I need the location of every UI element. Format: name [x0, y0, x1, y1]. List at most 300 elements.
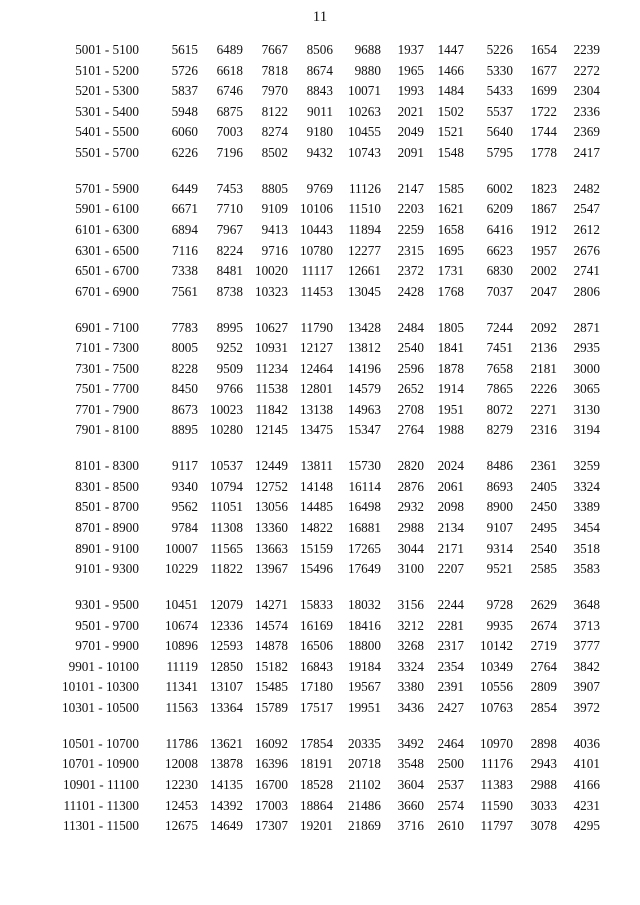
- value-cell: 1965: [397, 62, 424, 78]
- value-cell: 14148: [299, 478, 333, 494]
- value-cell: 13621: [209, 735, 243, 751]
- value-cell: 9314: [486, 540, 513, 556]
- value-cell: 10323: [254, 283, 288, 299]
- value-cell: 12145: [254, 422, 288, 438]
- value-cell: 6416: [486, 221, 513, 237]
- value-cell: 19184: [347, 658, 381, 674]
- value-cell: 1914: [437, 381, 464, 397]
- value-cell: 12277: [347, 242, 381, 258]
- value-cell: 1695: [437, 242, 464, 258]
- value-cell: 3100: [397, 561, 424, 577]
- value-cell: 15347: [347, 422, 381, 438]
- income-range-cell: 10301 - 10500: [62, 699, 139, 715]
- value-cell: 4101: [573, 756, 600, 772]
- value-cell: 12661: [347, 263, 381, 279]
- value-cell: 6209: [486, 201, 513, 217]
- value-cell: 1878: [437, 360, 464, 376]
- group-separator: [62, 441, 600, 456]
- value-cell: 9784: [171, 520, 198, 536]
- value-cell: 1841: [437, 340, 464, 356]
- value-cell: 10106: [299, 201, 333, 217]
- value-cell: 19567: [347, 679, 381, 695]
- value-cell: 2854: [530, 699, 557, 715]
- value-cell: 1951: [437, 401, 464, 417]
- income-range-cell: 5701 - 5900: [75, 180, 139, 196]
- value-cell: 2806: [573, 283, 600, 299]
- value-cell: 2047: [530, 283, 557, 299]
- value-cell: 7865: [486, 381, 513, 397]
- value-cell: 9880: [354, 62, 381, 78]
- value-cell: 2405: [530, 478, 557, 494]
- group-separator: [62, 164, 600, 179]
- value-cell: 15789: [254, 699, 288, 715]
- value-cell: 16881: [347, 520, 381, 536]
- value-cell: 2098: [437, 499, 464, 515]
- value-cell: 13138: [299, 401, 333, 417]
- table-row: [62, 359, 600, 380]
- income-range-cell: 9901 - 10100: [68, 658, 139, 674]
- value-cell: 15730: [347, 458, 381, 474]
- value-cell: 19201: [299, 818, 333, 834]
- value-cell: 16506: [299, 638, 333, 654]
- value-cell: 1867: [530, 201, 557, 217]
- value-cell: 1521: [437, 124, 464, 140]
- value-cell: 10763: [479, 699, 513, 715]
- table-row: [62, 40, 600, 61]
- value-cell: 1768: [437, 283, 464, 299]
- value-cell: 1988: [437, 422, 464, 438]
- value-cell: 2372: [397, 263, 424, 279]
- value-cell: 2450: [530, 499, 557, 515]
- value-cell: 2809: [530, 679, 557, 695]
- value-cell: 7451: [486, 340, 513, 356]
- value-cell: 2369: [573, 124, 600, 140]
- income-range-cell: 8101 - 8300: [75, 458, 139, 474]
- value-cell: 6060: [171, 124, 198, 140]
- table-row: [62, 497, 600, 518]
- value-cell: 6671: [171, 201, 198, 217]
- value-cell: 2652: [397, 381, 424, 397]
- value-cell: 12449: [254, 458, 288, 474]
- table-row: [62, 199, 600, 220]
- value-cell: 12593: [209, 638, 243, 654]
- value-cell: 13967: [254, 561, 288, 577]
- value-cell: 8481: [216, 263, 243, 279]
- value-cell: 18528: [299, 776, 333, 792]
- value-cell: 3713: [573, 617, 600, 633]
- value-cell: 3212: [397, 617, 424, 633]
- income-range-cell: 7901 - 8100: [75, 422, 139, 438]
- value-cell: 8279: [486, 422, 513, 438]
- table-row: [62, 282, 600, 303]
- value-cell: 17854: [299, 735, 333, 751]
- value-cell: 21869: [347, 818, 381, 834]
- value-cell: 10743: [347, 144, 381, 160]
- value-cell: 14485: [299, 499, 333, 515]
- table-row: [62, 559, 600, 580]
- group-separator: [62, 580, 600, 595]
- value-cell: 2361: [530, 458, 557, 474]
- value-cell: 8005: [171, 340, 198, 356]
- value-cell: 2708: [397, 401, 424, 417]
- value-cell: 2272: [573, 62, 600, 78]
- value-cell: 9769: [306, 180, 333, 196]
- value-cell: 6746: [216, 83, 243, 99]
- value-cell: 2304: [573, 83, 600, 99]
- value-cell: 3078: [530, 818, 557, 834]
- value-cell: 7003: [216, 124, 243, 140]
- value-cell: 1699: [530, 83, 557, 99]
- income-range-cell: 11101 - 11300: [63, 797, 139, 813]
- value-cell: 3518: [573, 540, 600, 556]
- income-range-cell: 10901 - 11100: [62, 776, 139, 792]
- value-cell: 2495: [530, 520, 557, 536]
- value-cell: 1654: [530, 42, 557, 57]
- value-cell: 1805: [437, 319, 464, 335]
- value-cell: 8673: [171, 401, 198, 417]
- value-cell: 8738: [216, 283, 243, 299]
- value-cell: 2988: [530, 776, 557, 792]
- value-cell: 3324: [397, 658, 424, 674]
- income-range-cell: 8501 - 8700: [75, 499, 139, 515]
- income-range-cell: 9101 - 9300: [75, 561, 139, 577]
- value-cell: 3548: [397, 756, 424, 772]
- value-cell: 7970: [261, 83, 288, 99]
- table-row: [62, 595, 600, 616]
- value-cell: 18800: [347, 638, 381, 654]
- value-cell: 9011: [307, 103, 333, 119]
- value-cell: 9521: [486, 561, 513, 577]
- page-number: 11: [312, 9, 328, 25]
- value-cell: 12850: [209, 658, 243, 674]
- income-schedule-table: [62, 40, 600, 837]
- value-cell: 7783: [171, 319, 198, 335]
- value-cell: 1731: [437, 263, 464, 279]
- value-cell: 8506: [306, 42, 333, 57]
- value-cell: 14822: [299, 520, 333, 536]
- value-cell: 21486: [347, 797, 381, 813]
- income-range-cell: 7101 - 7300: [75, 340, 139, 356]
- table-row: [62, 338, 600, 359]
- value-cell: 9107: [486, 520, 513, 536]
- table-row: [62, 318, 600, 339]
- value-cell: 8228: [171, 360, 198, 376]
- value-cell: 7453: [216, 180, 243, 196]
- value-cell: 2147: [397, 180, 424, 196]
- value-cell: 3436: [397, 699, 424, 715]
- value-cell: 3268: [397, 638, 424, 654]
- table-row: [62, 754, 600, 775]
- value-cell: 1744: [530, 124, 557, 140]
- value-cell: 13428: [347, 319, 381, 335]
- value-cell: 2092: [530, 319, 557, 335]
- income-range-cell: 8301 - 8500: [75, 478, 139, 494]
- table-row: [62, 816, 600, 837]
- value-cell: 8274: [261, 124, 288, 140]
- value-cell: 2464: [437, 735, 464, 751]
- value-cell: 3777: [573, 638, 600, 654]
- value-cell: 1658: [437, 221, 464, 237]
- value-cell: 2932: [397, 499, 424, 515]
- value-cell: 16843: [299, 658, 333, 674]
- value-cell: 2244: [437, 597, 464, 612]
- value-cell: 4166: [573, 776, 600, 792]
- value-cell: 14963: [347, 401, 381, 417]
- value-cell: 2674: [530, 617, 557, 633]
- value-cell: 2315: [397, 242, 424, 258]
- value-cell: 18416: [347, 617, 381, 633]
- value-cell: 2612: [573, 221, 600, 237]
- table-row: [62, 616, 600, 637]
- value-cell: 8693: [486, 478, 513, 494]
- value-cell: 13663: [254, 540, 288, 556]
- value-cell: 7710: [216, 201, 243, 217]
- value-cell: 17180: [299, 679, 333, 695]
- value-cell: 11790: [300, 319, 333, 335]
- table-row: [62, 420, 600, 441]
- value-cell: 1466: [437, 62, 464, 78]
- value-cell: 9117: [172, 458, 198, 474]
- value-cell: 11176: [480, 756, 513, 772]
- value-cell: 12008: [164, 756, 198, 772]
- value-cell: 12336: [209, 617, 243, 633]
- value-cell: 11126: [348, 180, 381, 196]
- value-cell: 2336: [573, 103, 600, 119]
- group-separator: [62, 302, 600, 317]
- value-cell: 8224: [216, 242, 243, 258]
- value-cell: 13045: [347, 283, 381, 299]
- value-cell: 8895: [171, 422, 198, 438]
- value-cell: 15833: [299, 597, 333, 612]
- value-cell: 20335: [347, 735, 381, 751]
- value-cell: 3648: [573, 597, 600, 612]
- value-cell: 10443: [299, 221, 333, 237]
- schedule-body: [62, 40, 600, 837]
- income-range-cell: 7301 - 7500: [75, 360, 139, 376]
- value-cell: 10794: [209, 478, 243, 494]
- value-cell: 3660: [397, 797, 424, 813]
- value-cell: 5615: [171, 42, 198, 57]
- value-cell: 1484: [437, 83, 464, 99]
- table-row: [62, 61, 600, 82]
- value-cell: 13878: [209, 756, 243, 772]
- value-cell: 8995: [216, 319, 243, 335]
- value-cell: 13364: [209, 699, 243, 715]
- table-row: [62, 775, 600, 796]
- value-cell: 11051: [210, 499, 243, 515]
- value-cell: 2764: [397, 422, 424, 438]
- value-cell: 14271: [254, 597, 288, 612]
- table-row: [62, 102, 600, 123]
- income-range-cell: 6901 - 7100: [75, 319, 139, 335]
- income-range-cell: 8701 - 8900: [75, 520, 139, 536]
- value-cell: 1585: [437, 180, 464, 196]
- value-cell: 4231: [573, 797, 600, 813]
- table-row: [62, 539, 600, 560]
- value-cell: 2061: [437, 478, 464, 494]
- value-cell: 1823: [530, 180, 557, 196]
- value-cell: 2540: [397, 340, 424, 356]
- value-cell: 5640: [486, 124, 513, 140]
- value-cell: 2741: [573, 263, 600, 279]
- value-cell: 10229: [164, 561, 198, 577]
- value-cell: 2024: [437, 458, 464, 474]
- value-cell: 6449: [171, 180, 198, 196]
- value-cell: 10142: [479, 638, 513, 654]
- value-cell: 3044: [397, 540, 424, 556]
- value-cell: 16498: [347, 499, 381, 515]
- value-cell: 9935: [486, 617, 513, 633]
- value-cell: 16092: [254, 735, 288, 751]
- value-cell: 2354: [437, 658, 464, 674]
- table-row: [62, 400, 600, 421]
- value-cell: 12752: [254, 478, 288, 494]
- value-cell: 15485: [254, 679, 288, 695]
- table-row: [62, 677, 600, 698]
- value-cell: 12464: [299, 360, 333, 376]
- value-cell: 2574: [437, 797, 464, 813]
- value-cell: 9413: [261, 221, 288, 237]
- value-cell: 5330: [486, 62, 513, 78]
- value-cell: 2281: [437, 617, 464, 633]
- table-row: [62, 122, 600, 143]
- income-range-cell: 5001 - 5100: [75, 42, 139, 57]
- value-cell: 4036: [573, 735, 600, 751]
- value-cell: 3033: [530, 797, 557, 813]
- value-cell: 12453: [164, 797, 198, 813]
- income-range-cell: 9701 - 9900: [75, 638, 139, 654]
- value-cell: 2136: [530, 340, 557, 356]
- income-range-cell: 6501 - 6700: [75, 263, 139, 279]
- value-cell: 21102: [348, 776, 381, 792]
- value-cell: 6623: [486, 242, 513, 258]
- table-row: [62, 143, 600, 164]
- value-cell: 2428: [397, 283, 424, 299]
- income-range-cell: 8901 - 9100: [75, 540, 139, 556]
- value-cell: 3000: [573, 360, 600, 376]
- value-cell: 6830: [486, 263, 513, 279]
- value-cell: 10023: [209, 401, 243, 417]
- value-cell: 6894: [171, 221, 198, 237]
- value-cell: 6002: [486, 180, 513, 196]
- value-cell: 2271: [530, 401, 557, 417]
- value-cell: 11822: [210, 561, 243, 577]
- table-row: [62, 241, 600, 262]
- table-row: [62, 379, 600, 400]
- value-cell: 18032: [347, 597, 381, 612]
- value-cell: 11117: [301, 263, 333, 279]
- value-cell: 14878: [254, 638, 288, 654]
- value-cell: 10071: [347, 83, 381, 99]
- value-cell: 2719: [530, 638, 557, 654]
- value-cell: 11538: [255, 381, 288, 397]
- value-cell: 9252: [216, 340, 243, 356]
- value-cell: 1993: [397, 83, 424, 99]
- value-cell: 10931: [254, 340, 288, 356]
- value-cell: 5226: [486, 42, 513, 57]
- value-cell: 5537: [486, 103, 513, 119]
- value-cell: 3716: [397, 818, 424, 834]
- income-range-cell: 10101 - 10300: [62, 679, 139, 695]
- value-cell: 8450: [171, 381, 198, 397]
- value-cell: 9509: [216, 360, 243, 376]
- value-cell: 3583: [573, 561, 600, 577]
- value-cell: 3907: [573, 679, 600, 695]
- value-cell: 1912: [530, 221, 557, 237]
- value-cell: 10455: [347, 124, 381, 140]
- income-range-cell: 7701 - 7900: [75, 401, 139, 417]
- income-range-cell: 7501 - 7700: [75, 381, 139, 397]
- value-cell: 8502: [261, 144, 288, 160]
- value-cell: 12127: [299, 340, 333, 356]
- income-range-cell: 10501 - 10700: [62, 735, 139, 751]
- value-cell: 2547: [573, 201, 600, 217]
- value-cell: 11453: [300, 283, 333, 299]
- income-range-cell: 9301 - 9500: [75, 597, 139, 612]
- value-cell: 3324: [573, 478, 600, 494]
- value-cell: 17517: [299, 699, 333, 715]
- value-cell: 1548: [437, 144, 464, 160]
- value-cell: 7967: [216, 221, 243, 237]
- value-cell: 15159: [299, 540, 333, 556]
- value-cell: 2259: [397, 221, 424, 237]
- value-cell: 2537: [437, 776, 464, 792]
- value-cell: 9180: [306, 124, 333, 140]
- value-cell: 5795: [486, 144, 513, 160]
- value-cell: 10007: [164, 540, 198, 556]
- value-cell: 14579: [347, 381, 381, 397]
- value-cell: 4295: [573, 818, 600, 834]
- value-cell: 8072: [486, 401, 513, 417]
- value-cell: 10556: [479, 679, 513, 695]
- value-cell: 11786: [165, 735, 198, 751]
- value-cell: 11797: [480, 818, 513, 834]
- value-cell: 2181: [530, 360, 557, 376]
- income-range-cell: 6701 - 6900: [75, 283, 139, 299]
- value-cell: 1957: [530, 242, 557, 258]
- value-cell: 8843: [306, 83, 333, 99]
- value-cell: 10349: [479, 658, 513, 674]
- value-cell: 10674: [164, 617, 198, 633]
- value-cell: 2203: [397, 201, 424, 217]
- value-cell: 10627: [254, 319, 288, 335]
- value-cell: 2943: [530, 756, 557, 772]
- value-cell: 19951: [347, 699, 381, 715]
- value-cell: 10451: [164, 597, 198, 612]
- income-range-cell: 10701 - 10900: [62, 756, 139, 772]
- value-cell: 11565: [210, 540, 243, 556]
- value-cell: 2317: [437, 638, 464, 654]
- value-cell: 10896: [164, 638, 198, 654]
- value-cell: 14135: [209, 776, 243, 792]
- value-cell: 15496: [299, 561, 333, 577]
- value-cell: 3065: [573, 381, 600, 397]
- table-row: [62, 698, 600, 719]
- value-cell: 1722: [530, 103, 557, 119]
- value-cell: 2898: [530, 735, 557, 751]
- value-cell: 6875: [216, 103, 243, 119]
- value-cell: 17003: [254, 797, 288, 813]
- value-cell: 2820: [397, 458, 424, 474]
- value-cell: 12230: [164, 776, 198, 792]
- value-cell: 2171: [437, 540, 464, 556]
- value-cell: 13056: [254, 499, 288, 515]
- value-cell: 2316: [530, 422, 557, 438]
- table-row: [62, 518, 600, 539]
- value-cell: 2484: [397, 319, 424, 335]
- value-cell: 8674: [306, 62, 333, 78]
- value-cell: 10780: [299, 242, 333, 258]
